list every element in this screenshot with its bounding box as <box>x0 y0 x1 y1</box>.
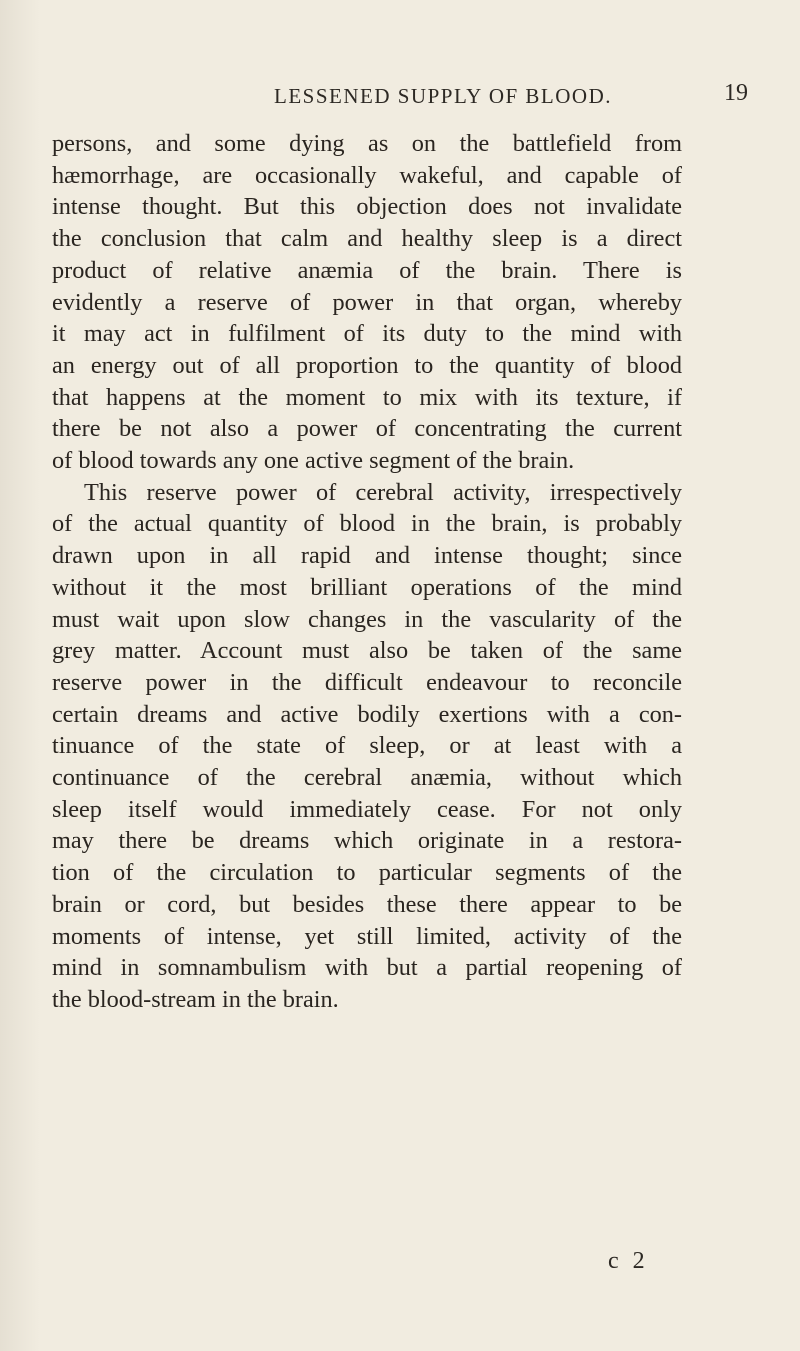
text-line: brain or cord, but besides these there appear to be <box>52 890 682 918</box>
text-line: must wait upon slow changes in the vascularity of the <box>52 605 682 633</box>
text-line: it may act in fulfilment of its duty to the mind with <box>52 320 682 348</box>
text-line: may there be dreams which originate in a restora- <box>52 827 682 855</box>
text-line: there be not also a power of concentrating the current <box>52 415 682 443</box>
text-line: the blood-stream in the brain. <box>52 985 339 1013</box>
text-line: certain dreams and active bodily exertions with a con- <box>52 700 682 728</box>
text-line: tion of the circulation to particular segments of the <box>52 859 682 887</box>
text-line: This reserve power of cerebral activity, irrespectively <box>84 478 682 506</box>
text-line: that happens at the moment to mix with its texture, if <box>52 383 682 411</box>
text-line: evidently a reserve of power in that organ, whereby <box>52 288 682 316</box>
text-line: tinuance of the state of sleep, or at least with a <box>52 732 682 760</box>
text-line: of the actual quantity of blood in the brain, is probably <box>52 510 682 538</box>
text-line: product of relative anæmia of the brain. There is <box>52 256 682 284</box>
running-head: LESSENED SUPPLY OF BLOOD. <box>274 84 612 108</box>
signature-mark: c 2 <box>608 1248 649 1274</box>
text-line: mind in somnambulism with but a partial reopening of <box>52 954 682 982</box>
text-line: sleep itself would immediately cease. For not only <box>52 795 682 823</box>
text-line: without it the most brilliant operations of the mind <box>52 573 682 601</box>
text-line: intense thought. But this objection does not invalidate <box>52 193 682 221</box>
body-text <box>52 128 682 1016</box>
text-line: hæmorrhage, are occasionally wakeful, and capable of <box>52 161 682 189</box>
text-line: reserve power in the difficult endeavour to reconcile <box>52 668 682 696</box>
text-line: an energy out of all proportion to the quantity of blood <box>52 351 682 379</box>
text-line: grey matter. Account must also be taken of the same <box>52 637 682 665</box>
text-line: persons, and some dying as on the battlefield from <box>52 130 682 157</box>
text-line: moments of intense, yet still limited, activity of the <box>52 922 682 950</box>
text-line: of blood towards any one active segment of the brain. <box>52 447 575 475</box>
text-line: drawn upon in all rapid and intense thought; since <box>52 542 682 570</box>
page-number: 19 <box>724 80 748 106</box>
text-line: the conclusion that calm and healthy sleep is a direct <box>52 225 682 253</box>
text-line: continuance of the cerebral anæmia, without which <box>52 764 682 792</box>
